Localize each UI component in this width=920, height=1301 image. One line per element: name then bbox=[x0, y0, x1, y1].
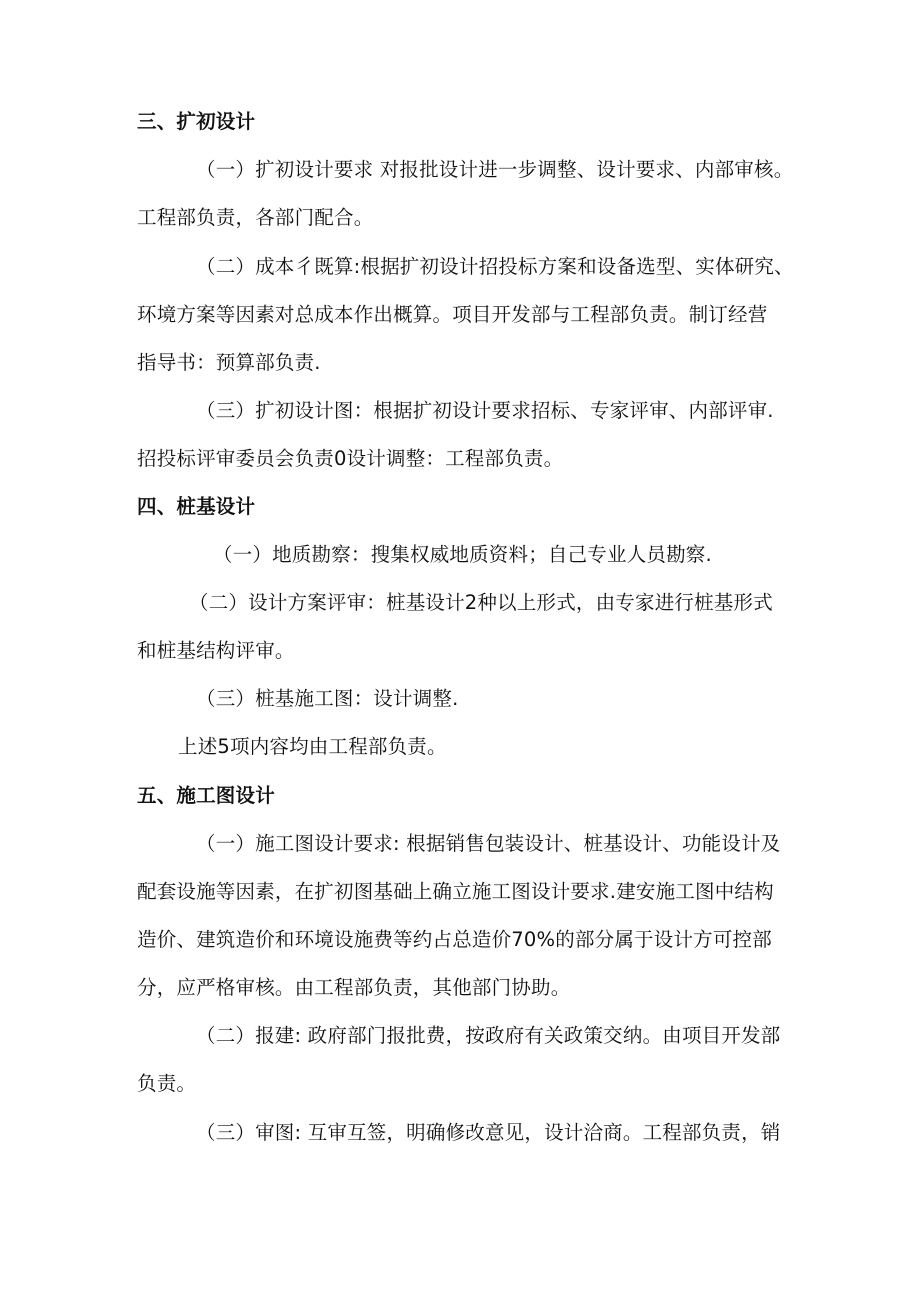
paragraph-3-3-line2: 招投标评审委员会负责0设计调整：工程部负责。 bbox=[137, 447, 564, 470]
paragraph-3-3-line1: （三）扩初设计图：根据扩初设计要求招标、专家评审、内部评审. bbox=[196, 399, 774, 422]
section-heading-3: 三、扩初设计 bbox=[137, 110, 256, 133]
paragraph-4-2-line2: 和桩基结构评审。 bbox=[137, 639, 295, 662]
paragraph-5-3-line1: （三）审图: 互审互签，明确修改意见，设计洽商。工程部负责，销 bbox=[196, 1121, 781, 1144]
paragraph-4-2-line1: （二）设计方案评审：桩基设计2种以上形式，由专家进行桩基形式 bbox=[189, 591, 773, 614]
paragraph-4-summary: 上述5项内容均由工程部负责。 bbox=[178, 735, 447, 758]
paragraph-3-2-line2: 环境方案等因素对总成本作出概算。项目开发部与工程部负责。制订经营 bbox=[137, 303, 768, 326]
paragraph-3-1-line2: 工程部负责，各部门配合。 bbox=[137, 206, 374, 229]
paragraph-4-3: （三）桩基施工图：设计调整. bbox=[196, 687, 459, 710]
paragraph-5-2-line1: （二）报建: 政府部门报批费，按政府有关政策交纳。由项目开发部 bbox=[196, 1024, 781, 1047]
section-heading-5: 五、施工图设计 bbox=[137, 784, 275, 807]
paragraph-5-1-line1: （一）施工图设计要求: 根据销售包装设计、桩基设计、功能设计及 bbox=[196, 832, 781, 855]
paragraph-3-2-line3: 指导书：预算部负责. bbox=[137, 351, 321, 374]
paragraph-4-1: （一）地质勘察：搜集权威地质资料；自己专业人员勘察. bbox=[213, 543, 712, 566]
paragraph-5-2-line2: 负责。 bbox=[137, 1072, 197, 1095]
paragraph-3-1-line1: （一）扩初设计要求 对报批设计进一步调整、设计要求、内部审核。 bbox=[196, 158, 794, 181]
section-heading-4: 四、桩基设计 bbox=[137, 495, 256, 518]
paragraph-5-1-line3: 造价、建筑造价和环境设施费等约占总造价70%的部分属于设计方可控部 bbox=[137, 928, 772, 951]
paragraph-5-1-line4: 分，应严格审核。由工程部负责，其他部门协助。 bbox=[137, 976, 571, 999]
paragraph-3-2-line1: （二）成本彳既算:根据扩初设计招投标方案和设备选型、实体研究、 bbox=[196, 255, 794, 278]
paragraph-5-1-line2: 配套设施等因素，在扩初图基础上确立施工图设计要求.建安施工图中结构 bbox=[137, 880, 774, 903]
